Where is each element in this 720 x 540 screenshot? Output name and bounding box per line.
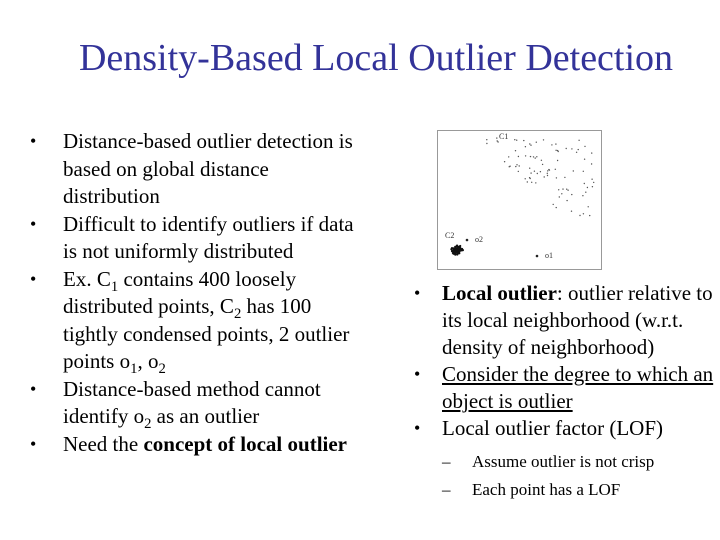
c1-point <box>496 137 497 138</box>
c1-point <box>542 164 543 165</box>
subscript: 1 <box>110 278 119 295</box>
outlier-scatter-figure <box>437 130 602 270</box>
c2-label: C2 <box>445 231 455 240</box>
left-bullet-4-pre: Distance-based method cannot identify o <box>63 376 321 428</box>
c1-point <box>576 152 577 153</box>
c2-point <box>459 249 461 251</box>
left-bullet-5-pre: Need the <box>63 431 144 456</box>
c1-point <box>566 148 567 149</box>
c1-label: C1 <box>499 132 509 141</box>
c1-point <box>536 142 537 143</box>
c1-point <box>541 160 542 161</box>
left-bullet-2 <box>30 211 370 266</box>
c1-point <box>587 187 588 188</box>
c1-point <box>583 213 584 214</box>
c1-point <box>516 140 517 141</box>
c1-point <box>525 155 526 156</box>
c1-point <box>533 156 534 157</box>
c1-point <box>536 156 537 157</box>
right-bullet-3-text: Local outlier factor (LOF) <box>442 416 663 440</box>
left-bullet-3-mid1: contains 400 loosely distributed points, C <box>63 266 297 318</box>
c1-point <box>555 169 556 170</box>
c1-point <box>566 200 567 201</box>
dash-marker: – <box>442 480 451 499</box>
left-bullet-4-post: as an outlier <box>151 404 260 428</box>
c1-point <box>516 164 517 165</box>
o2-label: o2 <box>475 235 483 244</box>
left-bullet-1-text: Distance-based outlier detection is based on global distance distribution <box>63 129 353 208</box>
bullet-dot: • <box>414 283 421 303</box>
c1-point <box>571 211 572 212</box>
c1-point <box>543 139 544 140</box>
c1-point <box>551 144 552 145</box>
left-bullet-1 <box>30 128 370 211</box>
c1-point <box>535 157 536 158</box>
c1-point <box>529 177 530 178</box>
right-bullet-1-post: : outlier relative to its local neighborhood (w.r.t. density of neighborhood) <box>442 281 713 359</box>
bullet-dot: • <box>414 364 421 384</box>
c1-point <box>556 177 557 178</box>
left-bullet-3-mid3: , o <box>137 349 159 373</box>
c1-point <box>523 140 524 141</box>
c1-point <box>530 156 531 157</box>
c1-point <box>579 215 580 216</box>
c1-point <box>508 156 509 157</box>
c1-point <box>573 170 574 171</box>
c1-point <box>519 165 520 166</box>
c1-point <box>547 170 548 171</box>
c1-point <box>529 143 530 144</box>
c1-point <box>557 160 558 161</box>
c1-point <box>514 139 515 140</box>
c1-point <box>559 196 560 197</box>
c2-point <box>455 249 457 251</box>
c1-point <box>497 140 498 141</box>
bullet-dot: • <box>30 131 37 151</box>
subscript: 2 <box>144 416 152 433</box>
bullet-dot: • <box>414 418 421 438</box>
right-bullet-2-text: Consider the degree to which an object is outlier <box>442 362 714 413</box>
c1-point <box>547 173 548 174</box>
c1-point <box>591 179 592 180</box>
c1-point <box>562 188 563 189</box>
c1-point <box>564 177 565 178</box>
c1-point <box>535 182 536 183</box>
dash-marker: – <box>442 452 451 471</box>
c1-point <box>553 204 554 205</box>
c1-point <box>591 152 592 153</box>
c1-point <box>518 156 519 157</box>
c2-point <box>454 254 456 256</box>
left-bullet-3-pre: Ex. C <box>63 266 111 291</box>
c1-point <box>593 182 594 183</box>
left-bullet-4 <box>30 376 370 431</box>
right-bullet-1-bold: Local outlier <box>442 281 557 305</box>
c1-point <box>578 140 579 141</box>
c1-point <box>585 192 586 193</box>
o1-point <box>536 255 539 258</box>
bullet-dot: • <box>30 378 37 399</box>
c1-point <box>584 183 585 184</box>
c1-point <box>584 159 585 160</box>
right-bullet-2 <box>414 361 714 415</box>
c1-point <box>558 151 559 152</box>
c1-point <box>571 194 572 195</box>
c1-point <box>518 171 519 172</box>
c1-point <box>556 207 557 208</box>
c1-point <box>529 168 530 169</box>
c1-point <box>515 166 516 167</box>
c1-point <box>534 171 535 172</box>
c1-point <box>486 139 487 140</box>
c1-point <box>578 149 579 150</box>
c2-point <box>455 246 457 248</box>
c1-point <box>558 189 559 190</box>
c1-point <box>588 206 589 207</box>
c1-point <box>584 146 585 147</box>
c1-point <box>555 143 556 144</box>
c1-point <box>548 169 549 170</box>
lof-sub-list <box>442 448 714 504</box>
o1-label: o1 <box>545 251 553 260</box>
c1-point <box>525 146 526 147</box>
c1-point <box>592 186 593 187</box>
c1-point <box>486 143 487 144</box>
left-bullet-list <box>30 128 370 458</box>
c1-point <box>566 189 567 190</box>
bullet-dot: • <box>30 268 37 289</box>
c1-point <box>531 182 532 183</box>
subscript: 2 <box>158 361 166 378</box>
sub-bullet-2 <box>442 476 714 504</box>
c1-point <box>589 215 590 216</box>
c1-point <box>530 172 531 173</box>
c1-point <box>583 171 584 172</box>
sub-bullet-1 <box>442 448 714 476</box>
c1-point <box>571 148 572 149</box>
right-bullet-list <box>414 280 714 504</box>
c1-point <box>537 173 538 174</box>
c1-point <box>530 145 531 146</box>
left-bullet-2-text: Difficult to identify outliers if data is not uniformly distributed <box>63 211 354 263</box>
c1-point <box>567 190 568 191</box>
c1-point <box>547 175 548 176</box>
sub-bullet-1-text: Assume outlier is not crisp <box>472 452 655 471</box>
subscript: 2 <box>233 306 242 323</box>
slide-title: Density-Based Local Outlier Detection <box>78 37 674 79</box>
left-bullet-5 <box>30 431 370 459</box>
left-bullet-5-bold: concept of local outlier <box>143 431 347 456</box>
c2-point <box>454 251 456 253</box>
c1-point <box>582 195 583 196</box>
o2-point <box>466 239 469 242</box>
right-bullet-3 <box>414 415 714 504</box>
c1-point <box>515 150 516 151</box>
bullet-dot: • <box>30 433 37 454</box>
c1-point <box>509 166 510 167</box>
c1-point <box>561 193 562 194</box>
c1-point <box>504 161 505 162</box>
sub-bullet-2-text: Each point has a LOF <box>472 480 621 499</box>
left-bullet-3 <box>30 266 370 376</box>
c2-point <box>456 251 458 253</box>
left-bullet-3-mid2: has 100 tightly condensed points, 2 outlier points o <box>63 294 350 373</box>
c1-point <box>555 150 556 151</box>
c1-point <box>540 171 541 172</box>
subscript: 1 <box>130 361 138 378</box>
c1-point <box>527 181 528 182</box>
c1-point <box>591 163 592 164</box>
right-bullet-1 <box>414 280 714 361</box>
c1-point <box>544 176 545 177</box>
c2-point <box>462 249 464 251</box>
c1-point <box>525 178 526 179</box>
bullet-dot: • <box>30 213 37 234</box>
